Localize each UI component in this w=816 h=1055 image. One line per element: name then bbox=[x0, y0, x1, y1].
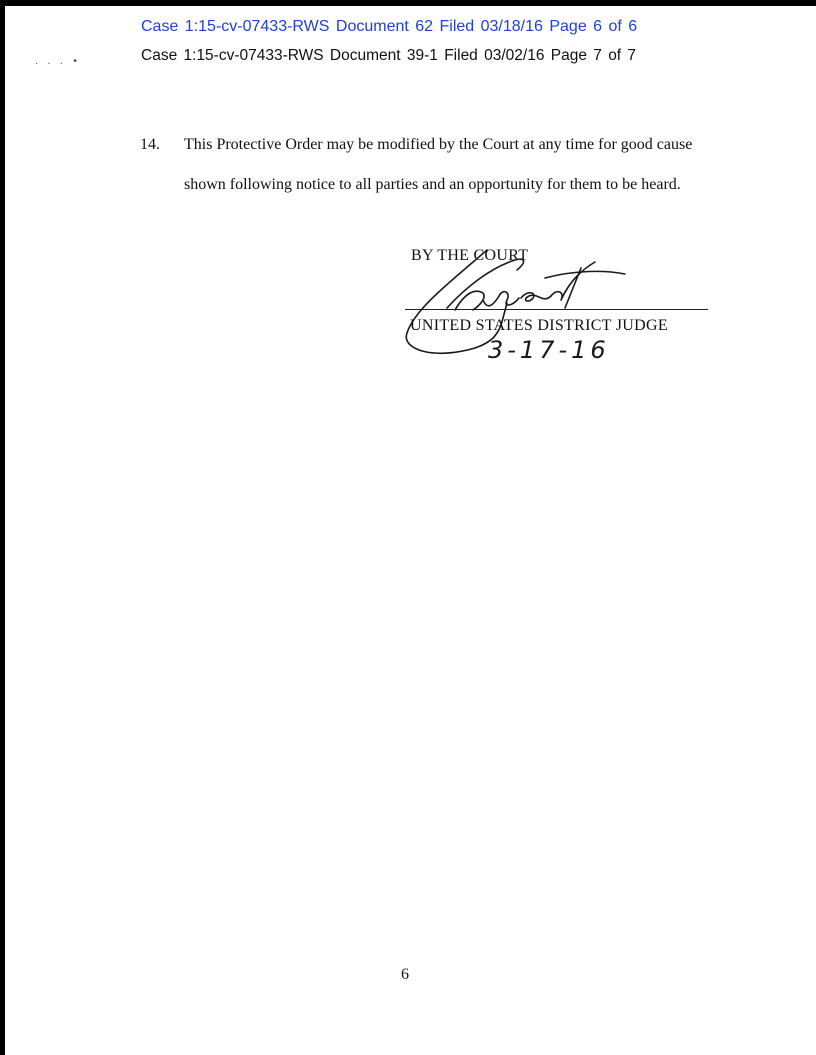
paragraph-text-line-1: This Protective Order may be modified by the Court at any time for good cause bbox=[184, 136, 693, 153]
paragraph-text-line-2: shown following notice to all parties and an opportunity for them to be heard. bbox=[184, 176, 681, 193]
scan-specks: . . . • bbox=[35, 56, 81, 67]
by-the-court-label: BY THE COURT bbox=[411, 247, 529, 264]
paragraph-number: 14. bbox=[140, 136, 160, 153]
document-page bbox=[5, 6, 816, 1055]
filed-stamp-header: Case 1:15-cv-07433-RWS Document 62 Filed 03/18/16 Page 6 of 6 bbox=[141, 18, 638, 35]
page-number: 6 bbox=[401, 966, 409, 983]
original-filing-header: Case 1:15-cv-07433-RWS Document 39-1 Filed 03/02/16 Page 7 of 7 bbox=[141, 47, 637, 64]
handwritten-date: 3-17-16 bbox=[488, 336, 610, 364]
judge-title: UNITED STATES DISTRICT JUDGE bbox=[410, 317, 668, 334]
